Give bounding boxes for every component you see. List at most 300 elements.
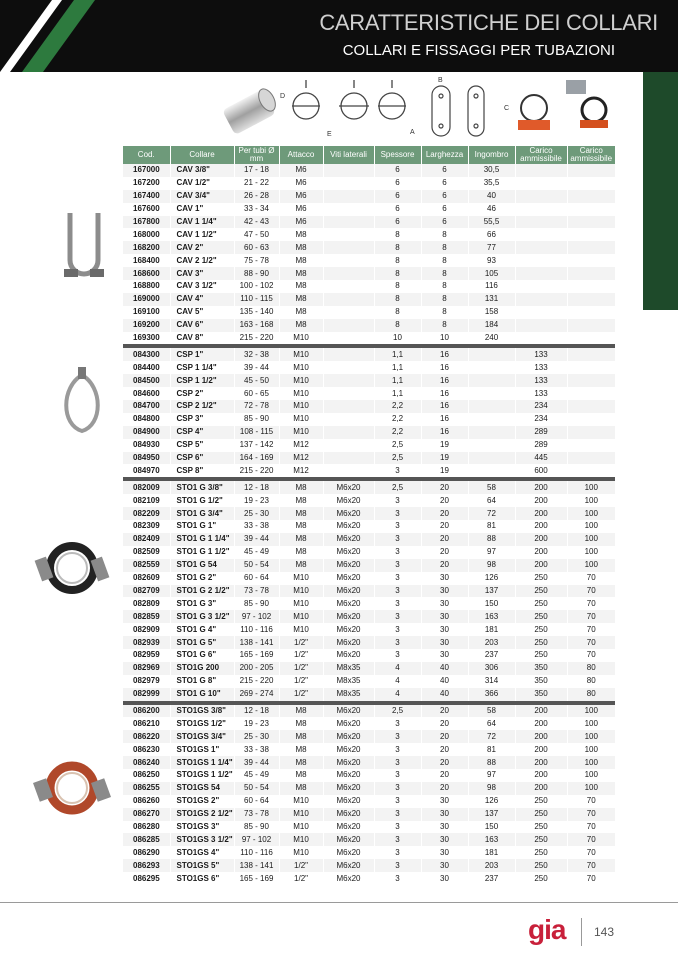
table-cell: 6	[421, 190, 468, 203]
table-cell: 3	[374, 756, 421, 769]
table-cell: 110 - 116	[234, 846, 279, 859]
table-cell: 2,5	[374, 439, 421, 452]
diagram-label: E	[327, 131, 332, 138]
table-cell: STO1 G 1 1/4"	[170, 533, 234, 546]
table-cell: 26 - 28	[234, 190, 279, 203]
table-cell: 98	[468, 559, 515, 572]
table-cell: 60 - 64	[234, 795, 279, 808]
table-cell: 6	[421, 177, 468, 190]
table-cell: 8	[374, 228, 421, 241]
table-cell	[323, 306, 374, 319]
table-cell: 4	[374, 675, 421, 688]
table-cell: 8	[374, 293, 421, 306]
table-cell	[567, 413, 615, 426]
table-cell: M8	[279, 743, 323, 756]
table-cell: 55,5	[468, 216, 515, 229]
diagram-label: D	[280, 93, 286, 100]
table-cell: 6	[374, 164, 421, 177]
table-cell	[567, 203, 615, 216]
table-cell: CSP 5"	[170, 439, 234, 452]
table-row	[123, 319, 615, 332]
collar-specs-table	[123, 146, 615, 885]
clamp-strip-side	[468, 86, 484, 136]
table-row	[123, 332, 615, 345]
table-cell: STO1 G 3"	[170, 597, 234, 610]
table-cell: 181	[468, 846, 515, 859]
table-cell: 165 - 169	[234, 649, 279, 662]
table-cell	[323, 216, 374, 229]
table-cell: M8	[279, 241, 323, 254]
gia-logo: gia	[528, 914, 566, 945]
table-cell: 250	[515, 795, 567, 808]
table-cell: M8	[279, 306, 323, 319]
table-row	[123, 387, 615, 400]
table-cell: 8	[374, 241, 421, 254]
table-cell	[468, 439, 515, 452]
table-cell: 200	[515, 717, 567, 730]
table-cell: 3	[374, 846, 421, 859]
table-cell: 25 - 30	[234, 507, 279, 520]
table-cell	[468, 452, 515, 465]
diagram-label: A	[410, 129, 415, 136]
table-cell: 169300	[123, 332, 170, 345]
table-cell: STO1 G 10"	[170, 688, 234, 701]
table-cell: M6x20	[323, 623, 374, 636]
table-cell: M8	[279, 254, 323, 267]
table-cell: CSP 6"	[170, 452, 234, 465]
table-cell: 8	[421, 293, 468, 306]
table-cell: CAV 3/8"	[170, 164, 234, 177]
table-cell: 20	[421, 481, 468, 494]
table-cell: 600	[515, 464, 567, 477]
table-cell: 169200	[123, 319, 170, 332]
table-cell: 6	[421, 216, 468, 229]
table-cell: STO1GS 5"	[170, 859, 234, 872]
table-cell: 3	[374, 743, 421, 756]
table-cell	[323, 348, 374, 361]
table-cell: 110 - 116	[234, 623, 279, 636]
table-cell: 082859	[123, 610, 170, 623]
table-cell: 084700	[123, 400, 170, 413]
table-cell: 30	[421, 846, 468, 859]
table-cell: 47 - 50	[234, 228, 279, 241]
table-cell: 3	[374, 833, 421, 846]
table-cell: M8	[279, 293, 323, 306]
table-cell: CSP 4"	[170, 426, 234, 439]
table-cell: 98	[468, 782, 515, 795]
table-cell: 16	[421, 413, 468, 426]
table-row	[123, 756, 615, 769]
table-cell: 084900	[123, 426, 170, 439]
table-cell: CAV 2"	[170, 241, 234, 254]
table-cell: 133	[515, 361, 567, 374]
table-cell: 20	[421, 533, 468, 546]
table-cell: 250	[515, 872, 567, 885]
table-cell: STO1 G 3 1/2"	[170, 610, 234, 623]
table-cell: M8	[279, 533, 323, 546]
table-cell	[515, 332, 567, 345]
table-cell: STO1GS 3/8"	[170, 705, 234, 718]
table-cell: 30	[421, 872, 468, 885]
table-cell: CSP 2 1/2"	[170, 400, 234, 413]
col-header: Carico ammissibile	[567, 146, 615, 164]
table-cell: 234	[515, 400, 567, 413]
table-cell: 289	[515, 439, 567, 452]
table-cell: 168000	[123, 228, 170, 241]
table-cell: M6x20	[323, 795, 374, 808]
table-cell: 93	[468, 254, 515, 267]
table-cell: 164 - 169	[234, 452, 279, 465]
table-cell	[515, 293, 567, 306]
table-cell: 30	[421, 833, 468, 846]
table-cell: 082979	[123, 675, 170, 688]
table-row	[123, 439, 615, 452]
table-cell: 250	[515, 597, 567, 610]
table-cell: 3	[374, 859, 421, 872]
table-cell	[515, 267, 567, 280]
table-cell	[323, 293, 374, 306]
table-row	[123, 507, 615, 520]
table-cell: 30	[421, 585, 468, 598]
table-cell: M8	[279, 730, 323, 743]
table-cell: M8	[279, 267, 323, 280]
table-cell: 350	[515, 675, 567, 688]
table-cell: M6	[279, 190, 323, 203]
table-cell: 100	[567, 717, 615, 730]
table-cell: 70	[567, 808, 615, 821]
table-cell: M8	[279, 705, 323, 718]
table-cell: 137 - 142	[234, 439, 279, 452]
table-cell: 086260	[123, 795, 170, 808]
table-cell: 167200	[123, 177, 170, 190]
diagram-label: C	[504, 105, 510, 112]
col-header: Collare	[170, 146, 234, 164]
table-row	[123, 743, 615, 756]
table-cell	[515, 306, 567, 319]
table-cell: 8	[374, 267, 421, 280]
table-cell: 082809	[123, 597, 170, 610]
table-cell	[515, 241, 567, 254]
table-cell: M6x20	[323, 756, 374, 769]
table-row	[123, 361, 615, 374]
table-cell: M6x20	[323, 559, 374, 572]
table-cell: 3	[374, 533, 421, 546]
table-cell: M6x20	[323, 481, 374, 494]
table-cell: 167600	[123, 203, 170, 216]
table-cell	[323, 267, 374, 280]
table-cell: STO1GS 2 1/2"	[170, 808, 234, 821]
table-cell: 163 - 168	[234, 319, 279, 332]
table-row	[123, 533, 615, 546]
table-cell: 1/2"	[279, 636, 323, 649]
table-row	[123, 374, 615, 387]
table-cell: 105	[468, 267, 515, 280]
table-cell: 3	[374, 769, 421, 782]
table-cell: 082109	[123, 494, 170, 507]
table-cell: 30	[421, 859, 468, 872]
diagram-label: B	[438, 77, 443, 84]
table-cell	[567, 293, 615, 306]
table-cell: 200	[515, 705, 567, 718]
table-cell	[567, 177, 615, 190]
table-cell: 200	[515, 730, 567, 743]
table-cell: M6x20	[323, 585, 374, 598]
table-cell: 100	[567, 533, 615, 546]
table-cell: 150	[468, 821, 515, 834]
table-cell: CAV 1/2"	[170, 177, 234, 190]
table-cell: 250	[515, 636, 567, 649]
table-cell: 20	[421, 782, 468, 795]
table-cell: M6	[279, 164, 323, 177]
table-cell: 40	[468, 190, 515, 203]
table-cell: 30	[421, 610, 468, 623]
table-cell: 138 - 141	[234, 636, 279, 649]
table-cell	[515, 319, 567, 332]
table-cell: 3	[374, 597, 421, 610]
table-cell: 163	[468, 833, 515, 846]
table-cell: 131	[468, 293, 515, 306]
table-cell: 3	[374, 559, 421, 572]
table-cell: 35,5	[468, 177, 515, 190]
table-cell: 100	[567, 507, 615, 520]
table-cell: 082709	[123, 585, 170, 598]
table-cell	[323, 203, 374, 216]
table-cell: 19	[421, 452, 468, 465]
table-cell	[515, 177, 567, 190]
table-cell: 20	[421, 769, 468, 782]
table-cell: 306	[468, 662, 515, 675]
table-cell: 116	[468, 280, 515, 293]
table-cell: 80	[567, 675, 615, 688]
table-cell: 8	[421, 228, 468, 241]
table-cell: 082959	[123, 649, 170, 662]
table-cell: CSP 1 1/2"	[170, 374, 234, 387]
table-cell	[323, 332, 374, 345]
table-cell: 97	[468, 546, 515, 559]
table-cell: 20	[421, 520, 468, 533]
table-cell	[567, 241, 615, 254]
table-cell: M6x20	[323, 636, 374, 649]
table-cell: 250	[515, 623, 567, 636]
table-cell	[323, 177, 374, 190]
table-cell: 250	[515, 846, 567, 859]
table-cell: 086200	[123, 705, 170, 718]
table-cell: 30,5	[468, 164, 515, 177]
table-cell: 16	[421, 426, 468, 439]
table-cell	[515, 164, 567, 177]
table-cell: M6	[279, 203, 323, 216]
table-cell: 42 - 43	[234, 216, 279, 229]
table-cell: 60 - 65	[234, 387, 279, 400]
table-row	[123, 675, 615, 688]
table-cell: 3	[374, 821, 421, 834]
table-cell	[567, 164, 615, 177]
u-bolt-photo	[52, 205, 112, 290]
table-cell: 10	[421, 332, 468, 345]
table-cell: 81	[468, 743, 515, 756]
table-row	[123, 610, 615, 623]
table-row	[123, 859, 615, 872]
table-cell: M8	[279, 481, 323, 494]
table-cell: 21 - 22	[234, 177, 279, 190]
table-cell: M6x20	[323, 846, 374, 859]
table-cell	[323, 164, 374, 177]
table-row	[123, 400, 615, 413]
table-cell: 6	[374, 190, 421, 203]
table-cell: 50 - 54	[234, 782, 279, 795]
table-cell: 8	[421, 280, 468, 293]
table-cell: 72 - 78	[234, 400, 279, 413]
table-cell: 30	[421, 808, 468, 821]
table-cell: 3	[374, 464, 421, 477]
table-cell: M10	[279, 387, 323, 400]
table-cell: 200	[515, 533, 567, 546]
table-cell	[468, 400, 515, 413]
table-cell: 16	[421, 387, 468, 400]
table-cell: M10	[279, 332, 323, 345]
table-cell: 88	[468, 533, 515, 546]
table-row	[123, 769, 615, 782]
table-cell: 084300	[123, 348, 170, 361]
col-header: Cod.	[123, 146, 170, 164]
table-cell: STO1GS 1/2"	[170, 717, 234, 730]
table-cell: M8	[279, 769, 323, 782]
table-cell: M6x20	[323, 782, 374, 795]
table-cell: M12	[279, 464, 323, 477]
table-cell: CAV 3/4"	[170, 190, 234, 203]
table-cell: 70	[567, 846, 615, 859]
table-cell	[567, 464, 615, 477]
table-cell: 70	[567, 572, 615, 585]
table-cell: M8	[279, 319, 323, 332]
table-cell: 40	[421, 675, 468, 688]
table-cell: 086293	[123, 859, 170, 872]
table-row	[123, 662, 615, 675]
table-cell: 240	[468, 332, 515, 345]
table-row	[123, 254, 615, 267]
table-cell: 084950	[123, 452, 170, 465]
table-cell	[323, 319, 374, 332]
table-cell: M8	[279, 782, 323, 795]
table-cell	[567, 254, 615, 267]
table-cell: 100	[567, 756, 615, 769]
table-cell: 200	[515, 546, 567, 559]
table-cell: 250	[515, 649, 567, 662]
table-cell: 084600	[123, 387, 170, 400]
table-cell: 137	[468, 585, 515, 598]
table-cell: M6x20	[323, 572, 374, 585]
table-cell: 70	[567, 585, 615, 598]
table-cell: 082209	[123, 507, 170, 520]
table-cell: 20	[421, 756, 468, 769]
table-cell: STO1 G 8"	[170, 675, 234, 688]
table-row	[123, 846, 615, 859]
table-row	[123, 241, 615, 254]
table-cell: 19	[421, 439, 468, 452]
table-cell: M6	[279, 216, 323, 229]
page-title: CARATTERISTICHE DEI COLLARI	[319, 10, 658, 35]
table-cell: 20	[421, 730, 468, 743]
table-row	[123, 464, 615, 477]
table-cell: M10	[279, 348, 323, 361]
table-cell: 64	[468, 494, 515, 507]
table-cell: 20	[421, 717, 468, 730]
table-cell: 086210	[123, 717, 170, 730]
table-cell: 3	[374, 494, 421, 507]
table-cell: 082559	[123, 559, 170, 572]
table-cell: STO1GS 4"	[170, 846, 234, 859]
table-cell: 086230	[123, 743, 170, 756]
table-cell: 082509	[123, 546, 170, 559]
table-cell: 2,5	[374, 481, 421, 494]
table-cell: 16	[421, 348, 468, 361]
table-cell: CSP 1 1/4"	[170, 361, 234, 374]
table-cell: 237	[468, 872, 515, 885]
table-cell: 165 - 169	[234, 872, 279, 885]
table-cell	[567, 190, 615, 203]
col-header: Ingombro	[468, 146, 515, 164]
table-cell	[515, 254, 567, 267]
table-cell: 60 - 64	[234, 572, 279, 585]
table-cell: 181	[468, 623, 515, 636]
table-cell: 20	[421, 507, 468, 520]
table-cell: 150	[468, 597, 515, 610]
table-cell: M8	[279, 228, 323, 241]
table-row	[123, 203, 615, 216]
table-cell: 8	[421, 241, 468, 254]
table-row	[123, 623, 615, 636]
table-cell: 8	[374, 306, 421, 319]
table-cell: 082999	[123, 688, 170, 701]
table-cell: M8x35	[323, 675, 374, 688]
table-cell: 110 - 115	[234, 293, 279, 306]
table-cell: 133	[515, 374, 567, 387]
table-cell	[323, 464, 374, 477]
table-cell: 086220	[123, 730, 170, 743]
table-cell: 60 - 63	[234, 241, 279, 254]
table-row	[123, 481, 615, 494]
table-cell: 3	[374, 795, 421, 808]
table-cell: 082609	[123, 572, 170, 585]
table-cell: 169100	[123, 306, 170, 319]
table-row	[123, 872, 615, 885]
table-cell: 082969	[123, 662, 170, 675]
table-cell: M10	[279, 400, 323, 413]
table-cell: 4	[374, 662, 421, 675]
table-cell: 70	[567, 623, 615, 636]
table-cell	[515, 203, 567, 216]
table-cell: 77	[468, 241, 515, 254]
table-cell: 137	[468, 808, 515, 821]
table-cell	[468, 464, 515, 477]
table-cell: 138 - 141	[234, 859, 279, 872]
table-cell: 084930	[123, 439, 170, 452]
table-cell: 168600	[123, 267, 170, 280]
logo-divider	[581, 918, 582, 946]
table-cell: STO1 G 2 1/2"	[170, 585, 234, 598]
table-cell: 39 - 44	[234, 756, 279, 769]
table-cell: M6x20	[323, 859, 374, 872]
table-cell: 084500	[123, 374, 170, 387]
table-cell	[567, 332, 615, 345]
table-cell: M10	[279, 585, 323, 598]
table-cell	[567, 439, 615, 452]
table-cell: CAV 2 1/2"	[170, 254, 234, 267]
col-header: Spessore	[374, 146, 421, 164]
table-cell	[468, 374, 515, 387]
table-row	[123, 559, 615, 572]
table-cell: 6	[421, 164, 468, 177]
